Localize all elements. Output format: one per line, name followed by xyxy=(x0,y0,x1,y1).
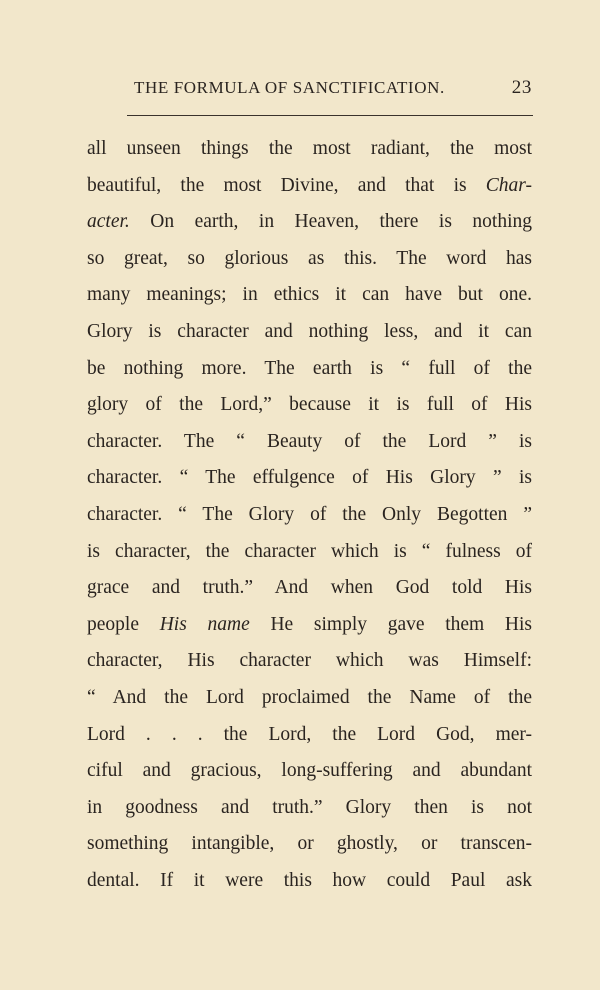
text-segment: character. “ The effulgence of His Glory ” is xyxy=(87,467,532,489)
text-segment: character. “ The Glory of the Only Begotten ” xyxy=(87,503,532,525)
text-segment: character. The “ Beauty of the Lord ” is xyxy=(87,430,532,452)
text-line xyxy=(87,570,532,607)
text-line xyxy=(87,497,532,534)
italic-text: Char- xyxy=(485,174,532,196)
italic-text: His name xyxy=(159,613,250,635)
text-line xyxy=(87,826,532,863)
text-line xyxy=(87,643,532,680)
running-title: THE FORMULA OF SANCTIFICATION. xyxy=(134,78,445,97)
italic-text: acter. xyxy=(87,211,130,233)
text-line xyxy=(87,863,532,900)
text-segment: “ And the Lord proclaimed the Name of the xyxy=(87,686,532,708)
text-segment: people xyxy=(87,613,160,635)
text-line xyxy=(87,534,532,571)
page-number: 23 xyxy=(511,77,532,98)
text-segment: something intangible, or ghostly, or transcen- xyxy=(87,833,532,855)
text-segment: ciful and gracious, long-suffering and abundant xyxy=(87,760,532,782)
text-line xyxy=(87,168,532,205)
text-segment: dental. If it were this how could Paul ask xyxy=(87,869,532,891)
body-text xyxy=(87,131,532,899)
text-line xyxy=(87,314,532,351)
text-segment: is character, the character which is “ fulness of xyxy=(87,540,532,562)
text-line xyxy=(87,680,532,717)
text-segment: beautiful, the most Divine, and that is xyxy=(87,174,486,196)
text-line xyxy=(87,351,532,388)
text-segment: Lord . . . the Lord, the Lord God, mer- xyxy=(87,723,532,745)
text-segment: glory of the Lord,” because it is full of His xyxy=(87,394,532,416)
text-segment: Glory is character and nothing less, and it can xyxy=(87,320,532,342)
text-line xyxy=(87,717,532,754)
header-rule xyxy=(127,115,533,116)
text-segment: On earth, in Heaven, there is nothing xyxy=(129,211,532,233)
text-line xyxy=(87,460,532,497)
text-line xyxy=(87,424,532,461)
text-line xyxy=(87,277,532,314)
text-segment: in goodness and truth.” Glory then is not xyxy=(87,796,532,818)
text-line xyxy=(87,131,532,168)
text-segment: character, His character which was Himself: xyxy=(87,650,532,672)
text-segment: so great, so glorious as this. The word has xyxy=(87,247,532,269)
text-segment: grace and truth.” And when God told His xyxy=(87,577,532,599)
text-line xyxy=(87,204,532,241)
running-header xyxy=(134,78,532,102)
text-line xyxy=(87,387,532,424)
text-segment: many meanings; in ethics it can have but one. xyxy=(87,284,532,306)
text-line xyxy=(87,241,532,278)
text-segment: He simply gave them His xyxy=(249,613,533,635)
text-line xyxy=(87,790,532,827)
text-line xyxy=(87,753,532,790)
text-line xyxy=(87,607,532,644)
text-segment: all unseen things the most radiant, the most xyxy=(87,138,532,159)
text-segment: be nothing more. The earth is “ full of the xyxy=(87,357,532,379)
